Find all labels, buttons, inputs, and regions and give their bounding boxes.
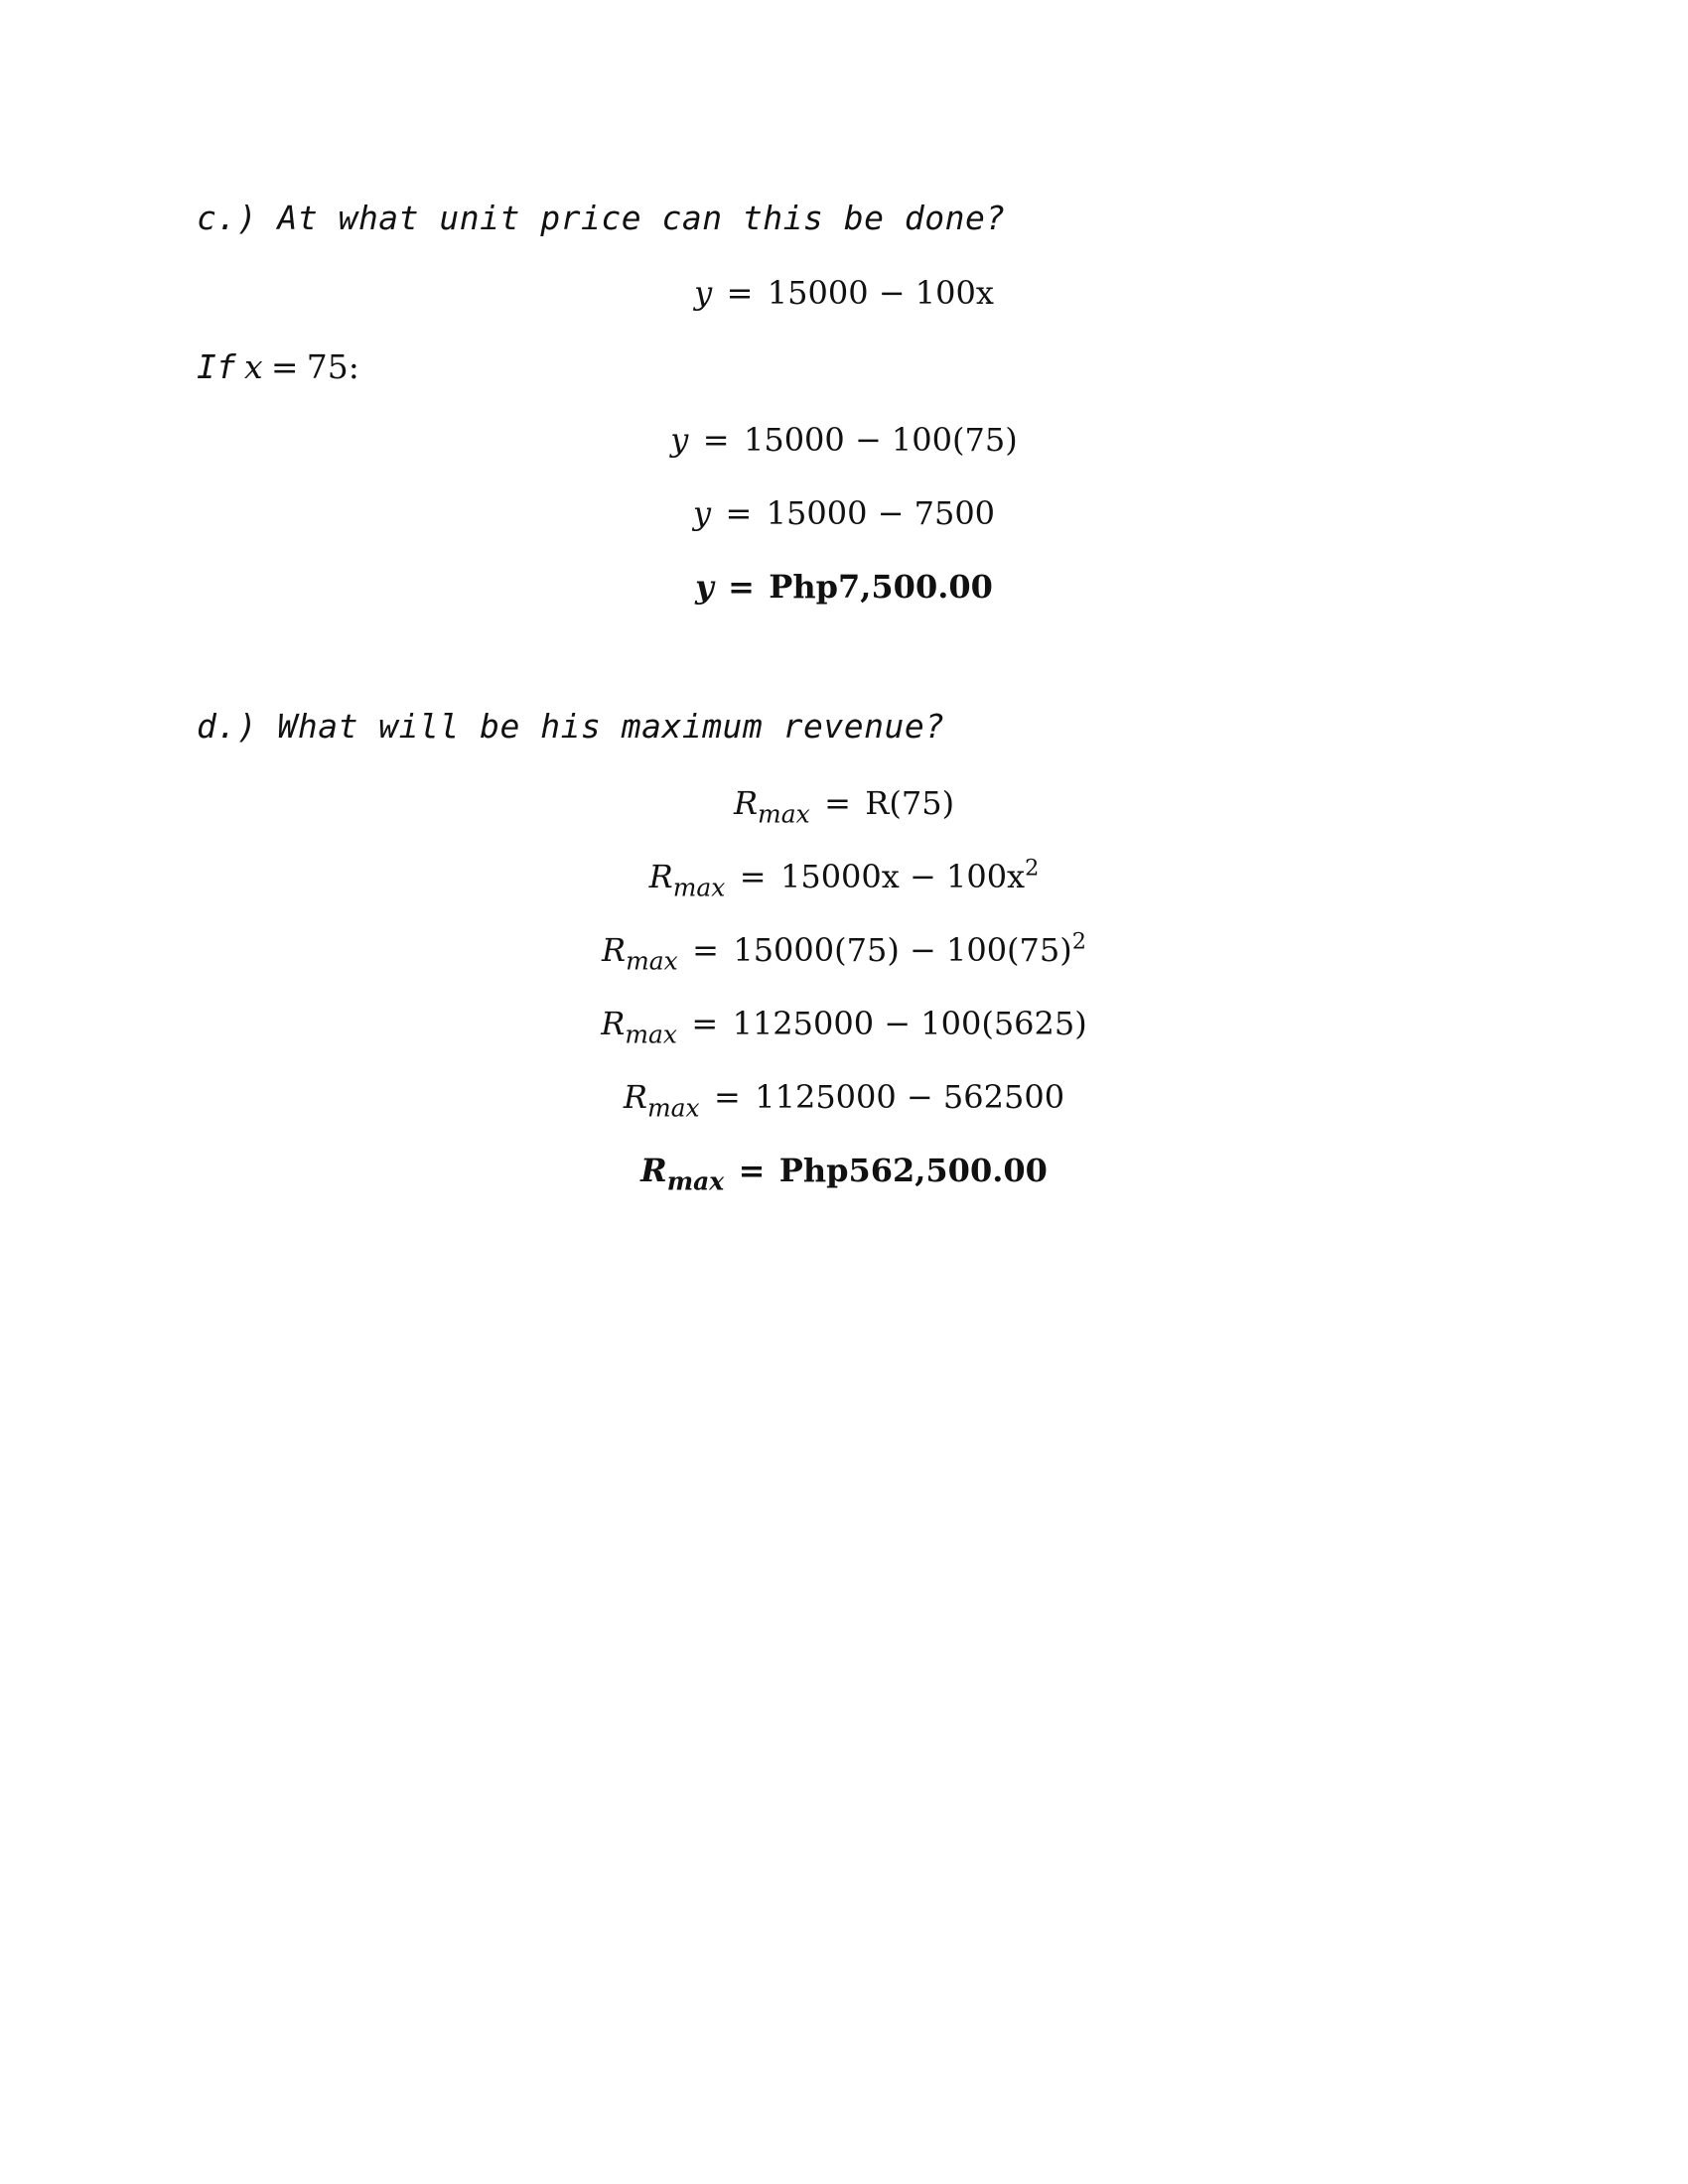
lhs-base: R [623, 1078, 648, 1116]
lhs-base: R [602, 931, 627, 969]
given-variable: x [244, 347, 263, 386]
equation-lhs [623, 1078, 700, 1123]
lhs-subscript: max [626, 946, 678, 976]
exponent: 2 [1025, 855, 1040, 882]
equation-operator: = [692, 931, 719, 969]
equation-rhs: 1125000 − 100(5625) [732, 1005, 1087, 1042]
equation-lhs [733, 784, 810, 829]
equation-operator: = [739, 858, 767, 895]
equation-lhs [601, 1005, 677, 1049]
equation-rhs: 15000 − 7500 [766, 494, 996, 532]
equation-d1 [0, 784, 1688, 829]
answer-value: Php562,500.00 [778, 1152, 1048, 1189]
given-prefix: If [197, 347, 236, 386]
equation-operator: = [738, 1152, 766, 1189]
lhs-base: R [640, 1152, 667, 1189]
equation-operator: = [725, 494, 753, 532]
answer-value: Php7,500.00 [769, 568, 993, 606]
equation-rhs: 15000 − 100(75) [743, 421, 1018, 459]
equation-rhs: R(75) [865, 784, 955, 822]
equation-d5 [0, 1078, 1688, 1123]
equation-rhs [779, 855, 1040, 895]
equation-rhs: 15000 − 100x [767, 274, 994, 312]
equation-operator: = [702, 421, 730, 459]
lhs-base: R [733, 784, 759, 822]
equation-lhs: y [695, 568, 714, 606]
equation-rhs [733, 928, 1086, 969]
equation-operator: = [824, 784, 851, 822]
question-c: c.) At what unit price can this be done? [197, 199, 1006, 237]
equation-operator: = [714, 1078, 741, 1116]
lhs-subscript: max [625, 1020, 677, 1049]
equation-lhs: y [670, 421, 689, 459]
exponent: 2 [1071, 928, 1086, 955]
lhs-subscript: max [758, 799, 810, 829]
lhs-subscript: max [647, 1093, 700, 1123]
equation-lhs: y [692, 494, 712, 532]
equation-d-answer [0, 1152, 1688, 1196]
equation-d3 [0, 928, 1688, 976]
equation-operator: = [726, 274, 754, 312]
equation-d2 [0, 855, 1688, 902]
rhs-body: 15000(75) − 100(75) [733, 931, 1072, 969]
equation-operator: = [691, 1005, 719, 1042]
equation-rhs: 1125000 − 562500 [755, 1078, 1065, 1116]
question-d: d.) What will be his maximum revenue? [197, 707, 945, 746]
equation-lhs [640, 1152, 725, 1196]
equation-c1 [0, 274, 1688, 312]
equation-lhs [648, 858, 726, 902]
given-condition [197, 347, 359, 387]
rhs-body: 15000x − 100x [779, 858, 1026, 895]
equation-lhs [602, 931, 678, 976]
given-value: 75: [306, 347, 359, 386]
equation-c-answer [0, 568, 1688, 606]
equation-d4 [0, 1005, 1688, 1049]
lhs-base: R [601, 1005, 626, 1042]
equation-c3 [0, 494, 1688, 532]
equation-operator: = [728, 568, 755, 606]
lhs-subscript: max [672, 873, 726, 902]
equation-lhs: y [694, 274, 713, 312]
equation-c2 [0, 421, 1688, 459]
lhs-subscript: max [666, 1166, 725, 1196]
lhs-base: R [648, 858, 673, 895]
given-equals: = [270, 347, 299, 386]
